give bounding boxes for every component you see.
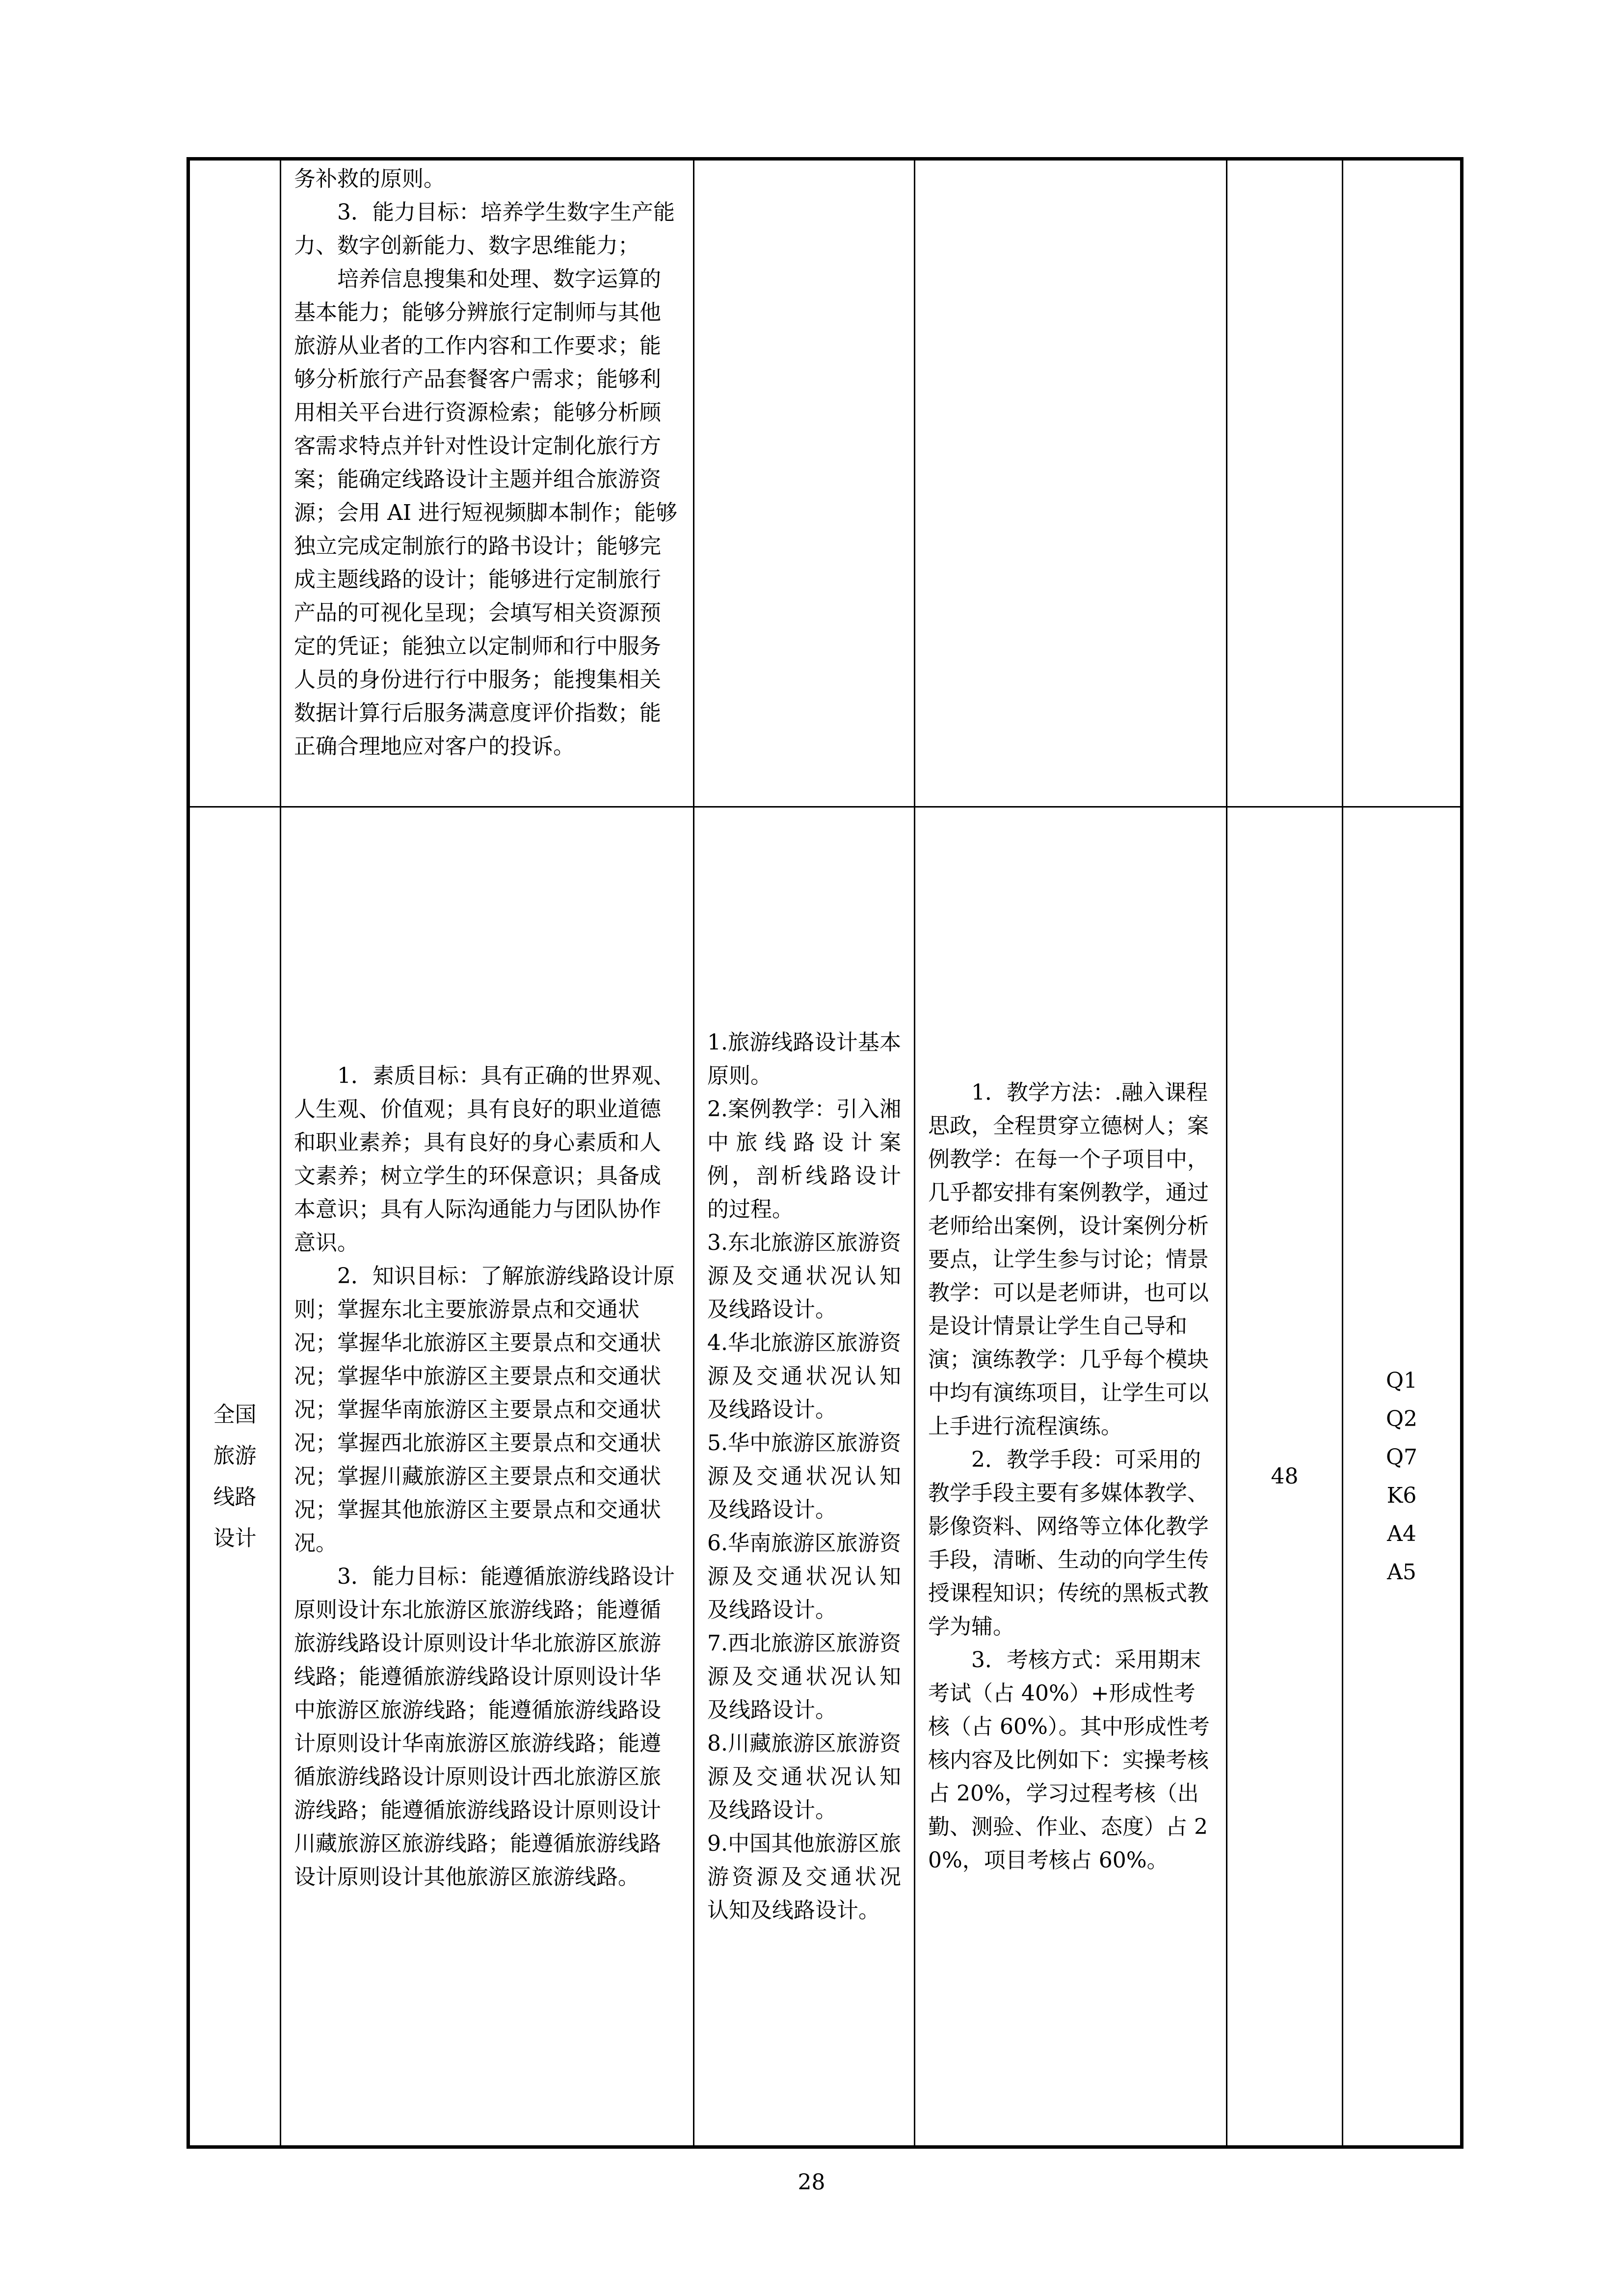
codes-cell <box>1343 159 1462 807</box>
content-item: 1.旅游线路设计基本原则。 <box>707 1029 901 1088</box>
table-row-national-route-design <box>188 807 1462 2147</box>
goal-paragraph: 务补救的原则。 <box>294 166 445 191</box>
course-content-cell <box>694 159 915 807</box>
hours-value: 48 <box>1271 1463 1299 1489</box>
curriculum-table <box>186 157 1463 2149</box>
course-goals-cell <box>281 159 694 807</box>
course-name-cell <box>188 159 281 807</box>
course-name-cell <box>188 807 281 2147</box>
method-paragraph: 3．考核方式：采用期末考试（占 40%）+形成性考核（占 60%）。其中形成性考核内容及比例如下：实操考核占 20%，学习过程考核（出勤、测验、作业、态度）占 20%，项目考核占 60%。 <box>928 1647 1210 1873</box>
method-paragraph: 1．教学方法：.融入课程思政，全程贯穿立德树人；案例教学：在每一个子项目中，几乎都安排有案例教学，通过老师给出案例，设计案例分析要点，让学生参与讨论；情景教学：可以是老师讲，也可以是设计情景让学生自己导和演；演练教学：几乎每个模块中均有演练项目，让学生可以上手进行流程演练。 <box>928 1080 1209 1439</box>
goal-paragraph: 培养信息搜集和处理、数字运算的基本能力；能够分辨旅行定制师与其他旅游从业者的工作内容和工作要求；能够分析旅行产品套餐客户需求；能够利用相关平台进行资源检索；能够分析顾客需求特点并针对性设计定制化旅行方案；能确定线路设计主题并组合旅游资源；会用 AI 进行短视频脚本制作；能够独立完成定制旅行的路书设计；能够完成主题线路的设计；能够进行定制旅行产品的可视化呈现；会填写相关资源预定的凭证；能独立以定制师和行中服务人员的身份进行行中服务；能搜集相关数据计算行后服务满意度评价指数；能正确合理地应对客户的投诉。 <box>294 267 678 759</box>
goal-paragraph: 2．知识目标：了解旅游线路设计原则；掌握东北主要旅游景点和交通状况；掌握华北旅游区主要景点和交通状况；掌握华中旅游区主要景点和交通状况；掌握华南旅游区主要景点和交通状况；掌握西北旅游区主要景点和交通状况；掌握川藏旅游区主要景点和交通状况；掌握其他旅游区主要景点和交通状况。 <box>294 1263 675 1556</box>
content-item: 5.华中旅游区旅游资源及交通状况认知及线路设计。 <box>707 1430 901 1522</box>
goal-paragraph: 1．素质目标：具有正确的世界观、人生观、价值观；具有良好的职业道德和职业素养；具有良好的身心素质和人文素养；树立学生的环保意识；具备成本意识；具有人际沟通能力与团队协作意识。 <box>294 1063 675 1255</box>
competency-code: Q1 <box>1385 1368 1418 1393</box>
hours-cell <box>1227 159 1343 807</box>
goal-paragraph: 3．能力目标：能遵循旅游线路设计原则设计东北旅游区旅游线路；能遵循旅游线路设计原则设计华北旅游区旅游线路；能遵循旅游线路设计原则设计华中旅游区旅游线路；能遵循旅游线路设计原则设计华南旅游区旅游线路；能遵循旅游线路设计原则设计西北旅游区旅游线路；能遵循旅游线路设计原则设计川藏旅游区旅游线路；能遵循旅游线路设计原则设计其他旅游区旅游线路。 <box>294 1564 675 1890</box>
goal-paragraph: 3．能力目标：培养学生数字生产能力、数字创新能力、数字思维能力； <box>294 200 675 258</box>
competency-code: A4 <box>1387 1521 1416 1546</box>
table-row-continued <box>188 159 1462 807</box>
method-paragraph: 2．教学手段：可采用的教学手段主要有多媒体教学、影像资料、网络等立体化教学手段，清晰、生动的向学生传授课程知识；传统的黑板式教学为辅。 <box>928 1447 1209 1639</box>
course-name: 全国旅游线路设计 <box>213 1402 257 1551</box>
content-item: 2.案例教学：引入湘中旅线路设计案例，剖析线路设计的过程。 <box>707 1096 901 1222</box>
competency-code: Q2 <box>1385 1406 1418 1432</box>
page-number: 28 <box>798 2170 825 2195</box>
teaching-method-cell <box>915 159 1227 807</box>
content-item: 9.中国其他旅游区旅游资源及交通状况认知及线路设计。 <box>707 1831 901 1923</box>
content-item: 3.东北旅游区旅游资源及交通状况认知及线路设计。 <box>707 1230 901 1322</box>
content-item: 6.华南旅游区旅游资源及交通状况认知及线路设计。 <box>707 1530 901 1622</box>
content-item: 4.华北旅游区旅游资源及交通状况认知及线路设计。 <box>707 1330 901 1422</box>
competency-code: A5 <box>1387 1559 1416 1585</box>
hours-cell <box>1227 807 1343 2147</box>
content-item: 7.西北旅游区旅游资源及交通状况认知及线路设计。 <box>707 1630 901 1723</box>
competency-code: K6 <box>1386 1483 1417 1508</box>
course-content-cell <box>694 807 915 2147</box>
codes-cell <box>1343 807 1462 2147</box>
competency-code: Q7 <box>1385 1444 1418 1470</box>
teaching-method-cell <box>915 807 1227 2147</box>
content-item: 8.川藏旅游区旅游资源及交通状况认知及线路设计。 <box>707 1730 901 1823</box>
course-goals-cell <box>281 807 694 2147</box>
